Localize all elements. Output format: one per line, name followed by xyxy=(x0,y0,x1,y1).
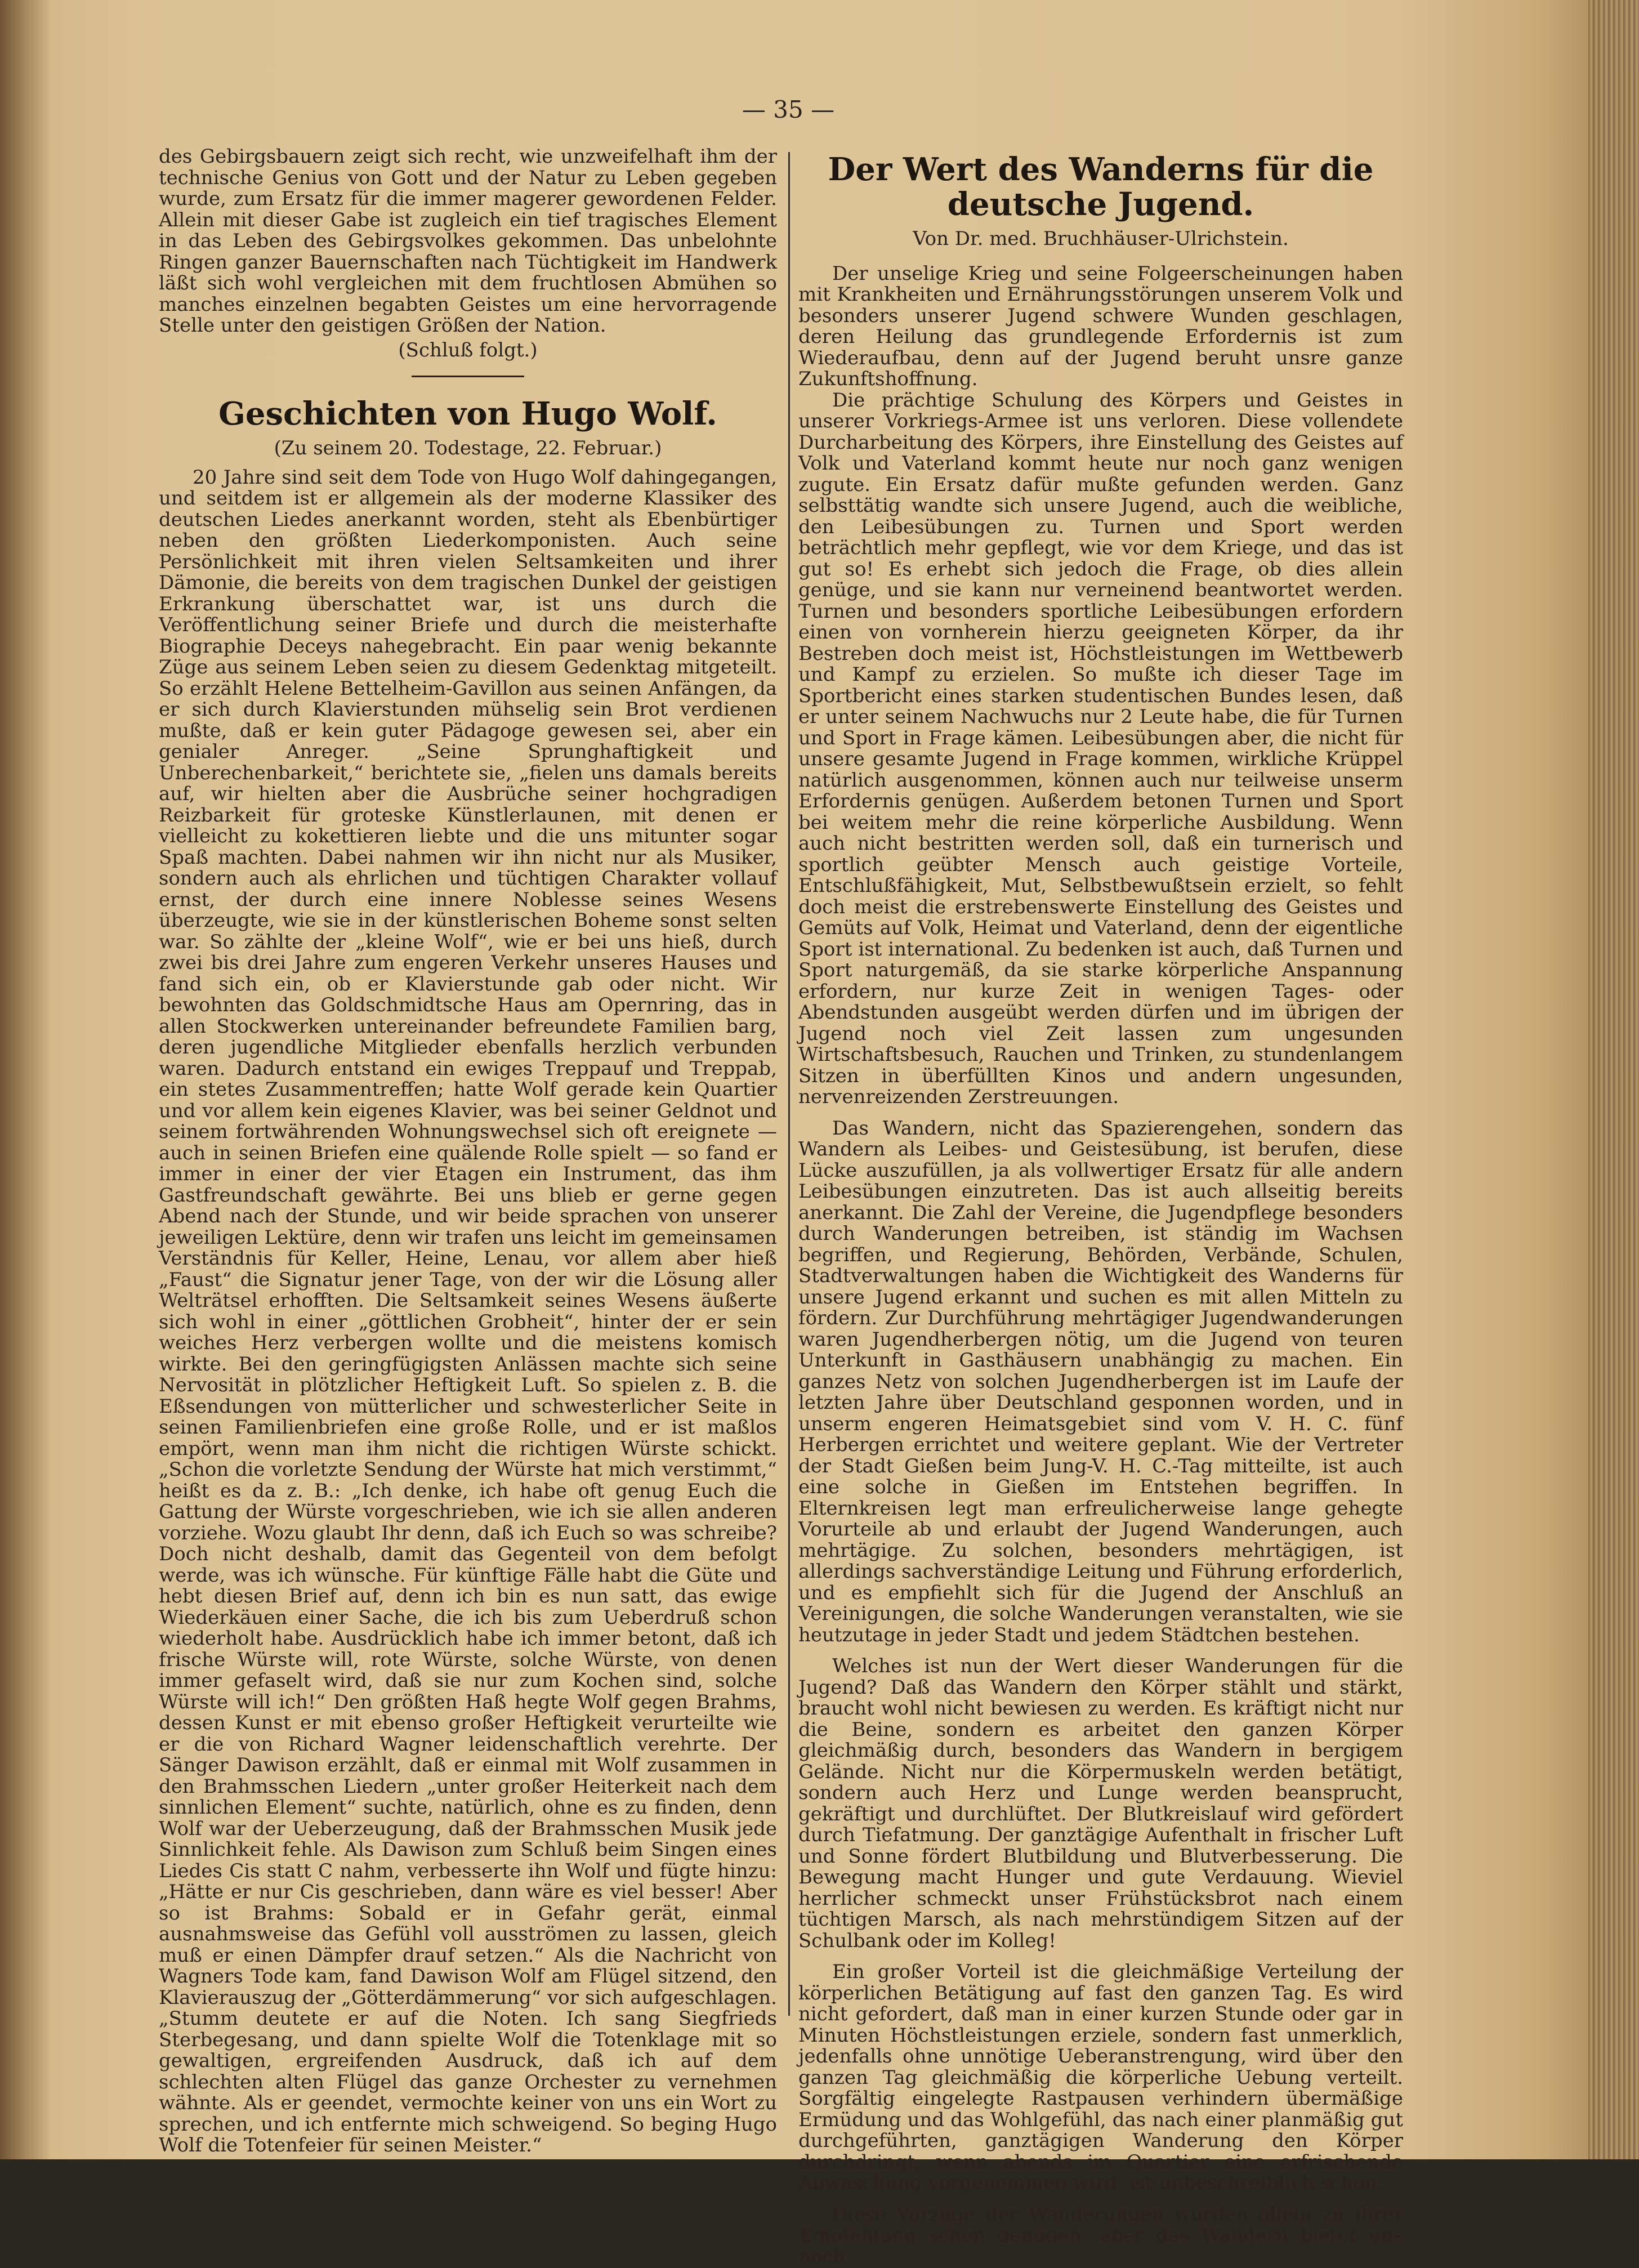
page-number: — 35 — xyxy=(742,96,835,123)
article-separator xyxy=(412,376,524,377)
article-body-wolf: 20 Jahre sind seit dem Tode von Hugo Wolf dahingegangen, und seitdem ist er allgemein als der moderne Klassiker des deutschen Liedes anerkannt worden, steht als Ebenbürtiger neben den größten Liederkomponisten. Auch seine Persönlichkeit mit ihren vielen Seltsamkeiten und ihrer Dämonie, die bereits von dem tragischen Dunkel der geistigen Erkrankung überschattet war, ist uns durch die Veröffentlichung seiner Briefe und durch die meisterhafte Biographie Deceys nahegebracht. Ein paar wenig bekannte Züge aus seinem Leben seien zu diesem Gedenktag mitgeteilt. So erzählt Helene Bettelheim-Gavillon aus seinen Anfängen, da er sich durch Klavierstunden mühselig sein Brot verdienen mußte, daß er kein guter Pädagoge gewesen sei, aber ein genialer Anreger. „Seine Sprunghaftigkeit und Unberechenbarkeit,“ berichtete sie, „fielen uns damals bereits auf, wir hielten aber die Ausbrüche seiner hochgradigen Reizbarkeit für groteske Künstlerlaunen, mit denen er vielleicht zu kokettieren liebte und die uns mitunter sogar Spaß machten. Dabei nahmen wir ihn nicht nur als Musiker, sondern auch als ehrlichen und tüchtigen Charakter vollauf ernst, der durch eine innere Noblesse seines Wesens überzeugte, wie sie in der künstlerischen Boheme sonst selten war. So zählte der „kleine Wolf“, wie er bei uns hieß, durch zwei bis drei Jahre zum engeren Verkehr unseres Hauses und fand sich ein, ob er Klavierstunde gab oder nicht. Wir bewohnten das Goldschmidtsche Haus am Opernring, das in allen Stockwerken untereinander befreundete Familien barg, deren jugendliche Mitglieder ebenfalls herzlich verbunden waren. Dadurch entstand ein ewiges Treppauf und Treppab, ein stetes Zusammentreffen; hatte Wolf gerade kein Quartier und vor allem kein eigenes Klavier, was bei seiner Geldnot und seinem fortwährenden Wohnungswechsel sich oft ereignete — auch in seinen Briefen eine quälende Rolle spielt — so fand er immer in einer der vier Etagen ein Instrument, das ihm Gastfreundschaft gewährte. Bei uns blieb er gerne gegen Abend nach der Stunde, und wir beide sprachen von unserer jeweiligen Lektüre, denn wir trafen uns leicht im gemeinsamen Verständnis für Keller, Heine, Lenau, vor allem aber hieß „Faust“ die Signatur jener Tage, von der wir die Lösung aller Welträtsel erhofften. Die Seltsamkeit seines Wesens äußerte sich wohl in einer „göttlichen Grobheit“, hinter der er sein weiches Herz verbergen wollte und die meistens komisch wirkte. Bei den geringfügigsten Anlässen machte sich seine Nervosität in plötzlicher Heftigkeit Luft. So spielen z. B. die Eßsendungen von mütterlicher und schwesterlicher Seite in seinen Familienbriefen eine große Rolle, und er ist maßlos empört, wenn man ihm nicht die richtigen Würste schickt. „Schon die vorletzte Sendung der Würste hat mich verstimmt,“ heißt es da z. B.: „Ich denke, ich habe oft genug Euch die Gattung der Würste vorgeschrieben, wie ich sie allen anderen vorziehe. Wozu glaubt Ihr denn, daß ich Euch so was schreibe? Doch nicht deshalb, damit das Gegenteil von dem befolgt werde, was ich wünsche. Für künftige Fälle habt die Güte und hebt diesen Brief auf, denn ich bin es nun satt, das ewige Wiederkäuen einer Sache, die ich bis zum Ueberdruß schon wiederholt habe. Ausdrücklich habe ich immer betont, daß ich frische Würste will, rote Würste, solche Würste, von denen immer gefaselt wird, daß sie nur zum Kochen sind, solche Würste will ich!“ Den größten Haß hegte Wolf gegen Brahms, dessen Kunst er mit ebenso großer Heftigkeit verurteilte wie er die von Richard Wagner leidenschaftlich verehrte. Der Sänger Dawison erzählt, daß er einmal mit Wolf zusammen in den Brahmsschen Liedern „unter großer Heiterkeit nach dem sinnlichen Element“ suchte, natürlich, ohne es zu finden, denn Wolf war der Ueberzeugung, daß der Brahmsschen Musik jede Sinnlichkeit fehle. Als Dawison zum Schluß beim Singen eines Liedes Cis statt C nahm, verbesserte ihn Wolf und fügte hinzu: „Hätte er nur Cis geschrieben, dann wäre es viel besser! Aber so ist Brahms: Sobald er in Gefahr gerät, einmal ausnahmsweise das Gefühl voll ausströmen zu lassen, gleich muß er einen Dämpfer drauf setzen.“ Als die Nachricht von Wagners Tode kam, fand Dawison Wolf am Flügel sitzend, den Klavierauszug der „Götterdämmerung“ vor sich aufgeschlagen. „Stumm deutete er auf die Noten. Ich sang Siegfrieds Sterbegesang, und dann spielte Wolf die Totenklage mit so gewaltigen, ergreifenden Ausdruck, daß ich auf dem schlechten alten Flügel das ganze Orchester zu vernehmen wähnte. Als er geendet, vermochte keiner von uns ein Wort zu sprechen, und ich entfernte mich schweigend. So beging Hugo Wolf die Totenfeier für seinen Meister.“ xyxy=(159,466,777,2157)
article-subtitle-wolf: (Zu seinem 20. Todestage, 22. Februar.) xyxy=(274,437,662,459)
continued-text: des Gebirgsbauern zeigt sich recht, wie unzweifelhaft ihm der technische Genius von Gott und der Natur zu Leben gegeben wurde, zum Ersatz für die immer magerer gewordenen Felder. Allein mit dieser Gabe ist zugleich ein tief tragisches Element in das Leben des Gebirgsvolkes gekommen. Das unbelohnte Ringen ganzer Bauernschaften nach Tüchtigkeit im Handwerk läßt sich wohl vergleichen mit dem fruchtlosen Abmühen so manches einzelnen begabten Geistes um eine hervorragende Stelle unter den geistigen Größen der Nation. xyxy=(159,145,777,337)
article-title-wandern: Der Wert des Wanderns für die deutsche Jugend. xyxy=(828,151,1374,223)
left-column xyxy=(159,146,777,2157)
article-title-wolf: Geschichten von Hugo Wolf. xyxy=(218,395,717,432)
paragraph-gap xyxy=(798,2194,1403,2204)
to-be-continued-note: (Schluß folgt.) xyxy=(398,338,538,361)
paragraph-4: Welches ist nun der Wert dieser Wanderungen für die Jugend? Daß das Wandern den Körper stählt und stärkt, braucht wohl nicht bewiesen zu werden. Es kräftigt nicht nur die Beine, sondern es arbeitet den ganzen Körper gleichmäßig durch, besonders das Wandern in bergigem Gelände. Nicht nur die Körpermuskeln werden betätigt, sondern auch Herz und Lunge werden beansprucht, gekräftigt und durchlüftet. Der Blutkreislauf wird gefördert durch Tiefatmung. Der ganztägige Aufenthalt in frischer Luft und Sonne fördert Blutbildung und Blutverbesserung. Die Bewegung macht Hunger und gute Verdauung. Wieviel herrlicher schmeckt unser Frühstücksbrot nach einem tüchtigen Marsch, als nach mehrstündigem Sitzen auf der Schulbank oder im Kolleg! xyxy=(798,1655,1403,1952)
book-spine-shadow xyxy=(0,0,51,2159)
paragraph-6: Diese Vorzüge der Wanderungen würden allein zu ihrer Empfehlung schon genügen, aber das Wandern bietet uns noch xyxy=(798,2203,1403,2268)
paragraph-5: Ein großer Vorteil ist die gleichmäßige Verteilung der körperlichen Betätigung auf fast den ganzen Tag. Es wird nicht gefordert, daß man in einer kurzen Stunde oder gar in Minuten Höchstleistungen erziele, sondern fast unmerklich, jedenfalls ohne unnötige Ueberanstrengung, wird über den ganzen Tag gleichmäßig die körperliche Uebung verteilt. Sorgfältig eingelegte Rastpausen verhindern übermäßige Ermüdung und das Wohlgefühl, das nach einer planmäßig gut durchgeführten, ganztägigen Wanderung den Körper durchdringt, wenn abends im Quartier eine erfrischende Abwaschung vorgenommen wird, ist unbeschreiblich schön. xyxy=(798,1961,1403,2194)
column-divider xyxy=(788,152,790,2016)
page-edges xyxy=(1588,0,1639,2159)
paragraph-3: Das Wandern, nicht das Spazierengehen, sondern das Wandern als Leibes- und Geistesübung, ist berufen, diese Lücke auszufüllen, ja als vollwertiger Ersatz für alle andern Leibesübungen einzutreten. Das ist auch allseitig bereits anerkannt. Die Zahl der Vereine, die Jugendpflege besonders durch Wanderungen betreiben, ist ständig im Wachsen begriffen, und Regierung, Behörden, Verbände, Schulen, Stadtverwaltungen haben die Wichtigkeit des Wanderns für unsere Jugend erkannt und suchen es mit allen Mitteln zu fördern. Zur Durchführung mehrtägiger Jugendwanderungen waren Jugendherbergen nötig, um die Jugend von teuren Unterkunft in Gasthäusern unabhängig zu machen. Ein ganzes Netz von solchen Jugendherbergen ist im Laufe der letzten Jahre über Deutschland gesponnen worden, und in unserm engeren Heimatsgebiet sind vom V. H. C. fünf Herbergen errichtet und weitere geplant. Wie der Vertreter der Stadt Gießen beim Jung-V. H. C.-Tag mitteilte, ist auch eine solche in Gießen im Entstehen begriffen. In Elternkreisen legt man erfreulicherweise lange gehegte Vorurteile ab und erlaubt der Jugend Wanderungen, auch mehrtägige. Zu solchen, besonders mehrtägigen, ist allerdings sachverständige Leitung und Führung erforderlich, und es empfiehlt sich für die Jugend der Anschluß an Vereinigungen, die solche Wanderungen veranstalten, wie sie heutzutage in jeder Stadt und jedem Städtchen bestehen. xyxy=(798,1117,1403,1646)
paragraph-gap xyxy=(798,1108,1403,1118)
right-column xyxy=(798,146,1403,2267)
article-byline: Von Dr. med. Bruchhäuser-Ulrichstein. xyxy=(913,227,1289,250)
paragraph-1: Der unselige Krieg und seine Folgeerscheinungen haben mit Krankheiten und Ernährungsstörungen unserem Volk und besonders unserer Jugend schwere Wunden geschlagen, deren Heilung das grundlegende Erfordernis ist zum Wiederaufbau, denn auf der Jugend beruht unsre ganze Zukunftshoffnung. xyxy=(798,262,1403,390)
paragraph-2: Die prächtige Schulung des Körpers und Geistes in unserer Vorkriegs-Armee ist uns verloren. Diese vollendete Durcharbeitung des Körpers, ihre Einstellung des Geistes auf Volk und Vaterland kommt heute nur noch ganz wenigen zugute. Ein Ersatz dafür mußte gefunden werden. Ganz selbsttätig wandte sich unsere Jugend, auch die weibliche, den Leibesübungen zu. Turnen und Sport werden beträchtlich mehr gepflegt, wie vor dem Kriege, und das ist gut so! Es erhebt sich jedoch die Frage, ob dies allein genüge, und sie kann nur verneinend beantwortet werden. Turnen und besonders sportliche Leibesübungen erfordern einen von vornherein hierzu geeigneten Körper, da ihr Bestreben doch meist ist, Höchstleistungen im Wettbewerb und Kampf zu erzielen. So mußte ich dieser Tage im Sportbericht eines starken studentischen Bundes lesen, daß er unter seinem Nachwuchs nur 2 Leute habe, die für Turnen und Sport in Frage kämen. Leibesübungen aber, die nicht für unsere gesamte Jugend in Frage kommen, wirkliche Krüppel natürlich ausgenommen, können auch nur teilweise unserm Erfordernis genügen. Außerdem betonen Turnen und Sport bei weitem mehr die reine körperliche Ausbildung. Wenn auch nicht bestritten werden soll, daß ein turnerisch und sportlich geübter Mensch auch geistige Vorteile, Entschlußfähigkeit, Mut, Selbstbewußtsein erzielt, so fehlt doch meist die erstrebenswerte Einstellung des Geistes und Gemüts auf Volk, Heimat und Vaterland, denn der eigentliche Sport ist international. Zu bedenken ist auch, daß Turnen und Sport naturgemäß, da sie starke körperliche Anspannung erfordern, nur kurze Zeit in wenigen Tages- oder Abendstunden ausgeübt werden dürfen und im übrigen der Jugend noch viel Zeit lassen zum ungesunden Wirtschaftsbesuch, Rauchen und Trinken, zu stundenlangem Sitzen in überfüllten Kinos und andern ungesunden, nervenreizenden Zerstreuungen. xyxy=(798,389,1403,1108)
